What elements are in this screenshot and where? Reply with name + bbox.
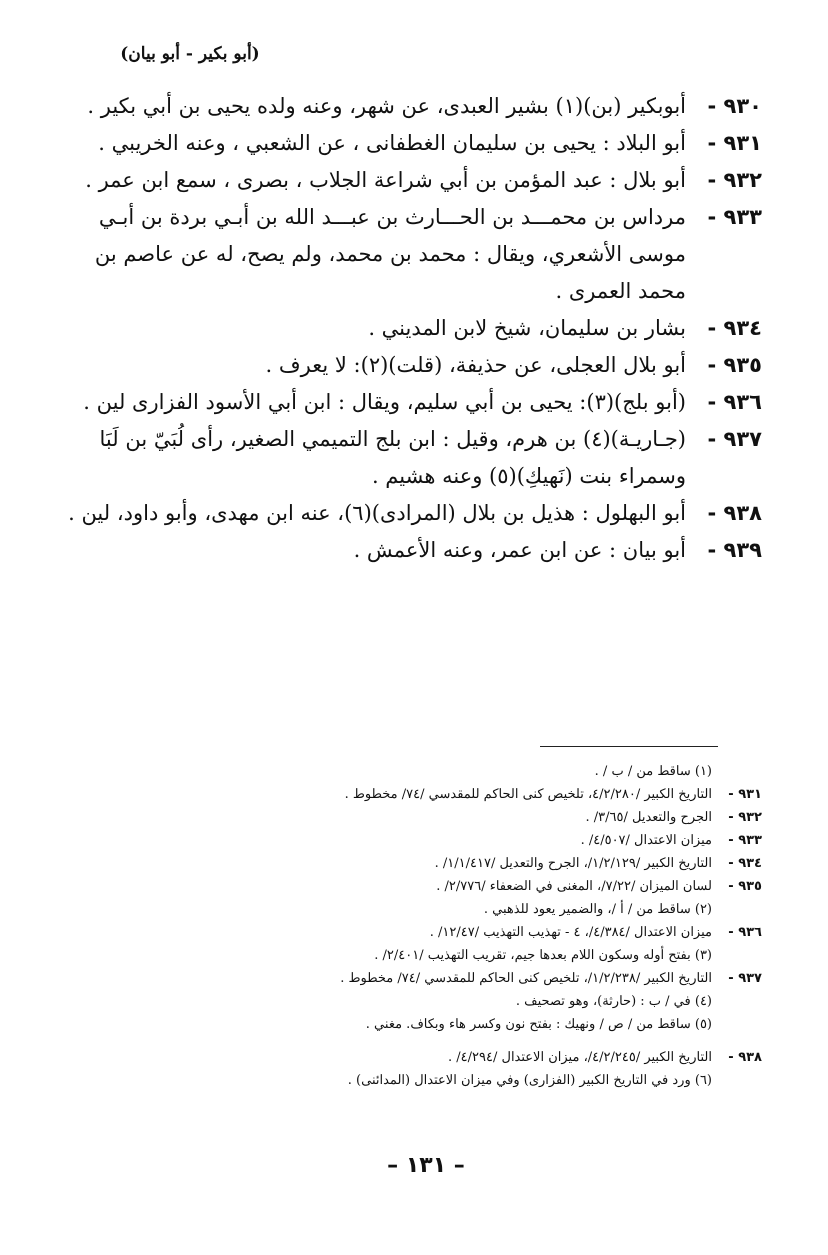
entry-text: أبو بلال العجلى، عن حذيفة، (قلت)(٢): لا يعرف . (265, 353, 686, 377)
footnote-line (172, 875, 762, 898)
footnote-line (172, 990, 762, 1013)
footnote-text: (٥) ساقط من / ص / ونهيك : بفتح نون وكسر هاء وبكاف. مغني . (365, 1017, 712, 1032)
footnote-number: ٩٣٥ - (728, 879, 762, 894)
entry-930 (62, 88, 762, 125)
entry-931 (62, 125, 762, 162)
entry-938 (62, 495, 762, 532)
entry-text: (أبو بلج)(٣): يحيى بن أبي سليم، ويقال : ابن أبي الأسود الفزارى لين . (83, 390, 686, 414)
entry-number: ٩٣٨ - (707, 501, 762, 525)
footnote-line (172, 1069, 762, 1092)
entry-number: ٩٣٣ - (707, 205, 762, 229)
entry-number: ٩٣٢ - (707, 168, 762, 192)
footnote-line (172, 967, 762, 990)
footnote-line (172, 783, 762, 806)
entry-number: ٩٣٩ - (707, 538, 762, 562)
footnote-line (172, 1046, 762, 1069)
running-header: (أبو بكير - أبو بيان) (120, 44, 260, 64)
entry-text: مرداس بن محمـــد بن الحـــارث بن عبـــد الله بن أبـي بردة بن أبـي موسى الأشعري، ويقال : محمد بن محمد، ولم يصح، له عن عاصم بن محمد العمرى . (94, 205, 686, 303)
entries-list (62, 88, 762, 569)
entry-text: أبو بلال : عبد المؤمن بن أبي شراعة الجلاب ، بصرى ، سمع ابن عمر . (85, 168, 686, 192)
entry-936 (62, 384, 762, 421)
entry-text: (جـاريـة)(٤) بن هرم، وقيل : ابن بلج التميمي الصغير، رأى لُبَيّ بن لَبَا وسمراء بنت (نَهيكِ)(٥) وعنه هشيم . (99, 427, 686, 488)
entry-number: ٩٣٠ - (707, 94, 762, 118)
footnote-divider (540, 746, 718, 747)
footnote-text: لسان الميزان /٧/٢٢/، المغنى في الضعفاء /٢/٧٧٦/ . (436, 879, 712, 894)
entry-939 (62, 532, 762, 569)
footnote-number: ٩٣٤ - (728, 856, 762, 871)
entry-text: بشار بن سليمان، شيخ لابن المديني . (368, 316, 686, 340)
footnote-line (172, 852, 762, 875)
footnote-text: (٣) بفتح أوله وسكون اللام بعدها جيم، تقريب التهذيب /٢/٤٠١/ . (374, 948, 712, 963)
footnote-line (172, 944, 762, 967)
entry-933 (62, 199, 762, 310)
footnote-line (172, 898, 762, 921)
footnote-text: الجرح والتعديل /٣/٦٥/ . (585, 810, 712, 825)
entry-text: أبو البلاد : يحيى بن سليمان الغطفانى ، عن الشعبي ، وعنه الخريبي . (98, 131, 686, 155)
footnote-text: التاريخ الكبير /٤/٢/٢٤٥/، ميزان الاعتدال /٤/٢٩٤/ . (448, 1050, 712, 1065)
footnote-text: (٢) ساقط من / أ /، والضمير يعود للذهبي . (483, 902, 712, 917)
footnote-text: التاريخ الكبير /٤/٢/٢٨٠، تلخيص كنى الحاكم للمقدسي /٧٤/ مخطوط . (344, 787, 712, 802)
entry-text: أبو بيان : عن ابن عمر، وعنه الأعمش . (353, 538, 686, 562)
footnote-text: ميزان الاعتدال /٤/٥٠٧/ . (580, 833, 712, 848)
footnote-text: (٦) ورد في التاريخ الكبير (الفزارى) وفي ميزان الاعتدال (المدائنى) . (347, 1073, 712, 1088)
footnote-line (172, 1013, 762, 1036)
footnote-text: (١) ساقط من / ب / . (594, 764, 712, 779)
footnote-text: التاريخ الكبير /١/٢/١٢٩/، الجرح والتعديل /١/١/٤١٧/ . (434, 856, 712, 871)
footnote-number: ٩٣٧ - (728, 971, 762, 986)
footnote-line (172, 829, 762, 852)
entry-number: ٩٣٦ - (707, 390, 762, 414)
page-number: – ١٣١ – (387, 1153, 465, 1178)
footnote-line (172, 921, 762, 944)
entry-number: ٩٣٥ - (707, 353, 762, 377)
footnote-number: ٩٣٢ - (728, 810, 762, 825)
entry-932 (62, 162, 762, 199)
entry-937 (62, 421, 762, 495)
footnote-number: ٩٣١ - (728, 787, 762, 802)
entry-935 (62, 347, 762, 384)
footnote-line (172, 806, 762, 829)
footnote-number: ٩٣٣ - (728, 833, 762, 848)
footnote-number: ٩٣٨ - (728, 1050, 762, 1065)
entry-text: أبوبكير (بن)(١) بشير العبدى، عن شهر، وعنه ولده يحيى بن أبي بكير . (87, 94, 686, 118)
entry-text: أبو البهلول : هذيل بن بلال (المرادى)(٦)، عنه ابن مهدى، وأبو داود، لين . (68, 501, 686, 525)
entry-number: ٩٣٤ - (707, 316, 762, 340)
entry-934 (62, 310, 762, 347)
entry-number: ٩٣٧ - (707, 427, 762, 451)
footnote-text: ميزان الاعتدال /٤/٣٨٤/، ٤ - تهذيب التهذيب /١٢/٤٧/ . (429, 925, 712, 940)
footnote-text: التاريخ الكبير /١/٢/٢٣٨/، تلخيص كنى الحاكم للمقدسي /٧٤/ مخطوط . (340, 971, 712, 986)
entry-number: ٩٣١ - (707, 131, 762, 155)
footnote-text: (٤) في / ب : (حارثة)، وهو تصحيف . (515, 994, 712, 1009)
footnote-number: ٩٣٦ - (728, 925, 762, 940)
footnote-line (172, 760, 762, 783)
footnotes-list (172, 760, 762, 1092)
